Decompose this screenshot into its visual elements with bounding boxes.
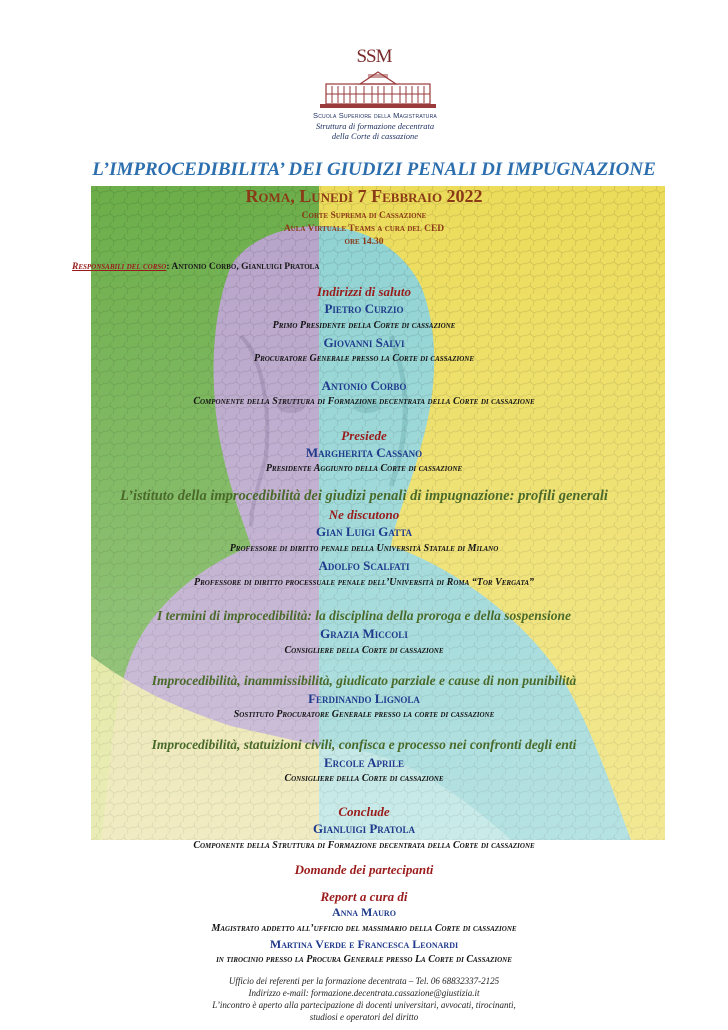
speaker-role: Consigliere della Corte di cassazione (284, 773, 444, 784)
footer-audience-line-2: studiosi e operatori del diritto (309, 1012, 419, 1022)
course-managers-names: : Antonio Corbo, Gianluigi Pratola (166, 262, 320, 272)
event-date: Roma, Lunedì 7 Febbraio 2022 (245, 186, 483, 206)
venue-line-1: Corte Suprema di Cassazione (301, 211, 427, 221)
speaker-name: Pietro Curzio (324, 301, 404, 316)
report-author-1-role: Magistrato addetto all’ufficio del massimario della Corte di cassazione (211, 923, 517, 934)
speaker-name: Giovanni Salvi (323, 335, 405, 350)
session-topic: Improcedibilità, inammissibilità, giudicato parziale e cause di non punibilità (151, 673, 577, 688)
chair-heading: Presiede (341, 428, 387, 443)
logo-acronym: SSM (356, 46, 392, 67)
report-author-2: Martina Verde e Francesca Leonardi (269, 937, 459, 951)
footer-contact-email: Indirizzo e-mail: formazione.decentrata.cassazione@giustizia.it (248, 988, 480, 998)
course-managers-label: Responsabili del corso (72, 262, 167, 272)
speaker-role: Sostituto Procuratore Generale presso la corte di cassazione (233, 709, 495, 720)
speaker-role: Primo Presidente della Corte di cassazione (272, 320, 456, 331)
speaker-role: Componente della Struttura di Formazione decentrata della Corte di cassazione (193, 396, 535, 407)
speaker-role: Professore di diritto processuale penale dell’Università di Roma “Tor Vergata” (194, 577, 534, 588)
chair-role: Presidente Aggiunto della Corte di cassazione (265, 463, 463, 474)
discussants-heading: Ne discutono (328, 507, 400, 522)
venue-line-2: Aula Virtuale Teams a cura del CED (283, 224, 445, 234)
speaker-name: Adolfo Scalfati (318, 558, 410, 573)
event-time: ore 14.30 (344, 237, 384, 247)
speaker-role: Professore di diritto penale della Università Statale di Milano (229, 543, 499, 554)
course-managers (72, 262, 319, 272)
speaker-name: Gian Luigi Gatta (315, 524, 413, 539)
speaker-role: Consigliere della Corte di cassazione (284, 645, 444, 656)
chair-name: Margherita Cassano (305, 445, 423, 460)
closing-speaker-name: Gianluigi Pratola (313, 821, 415, 836)
logo-line-1: Struttura di formazione decentrata (315, 121, 435, 131)
footer-contact-phone: Ufficio dei referenti per la formazione decentrata – Tel. 06 68832337-2125 (228, 976, 500, 986)
report-author-2-role: in tirocinio presso la Procura Generale presso La Corte di Cassazione (216, 954, 512, 965)
report-heading: Report a cura di (320, 889, 408, 904)
building-logo-icon (318, 68, 438, 110)
report-author-1: Anna Mauro (332, 905, 396, 919)
speaker-name: Grazia Miccoli (320, 626, 408, 641)
session-topic: Improcedibilità, statuizioni civili, confisca e processo nei confronti degli enti (151, 737, 577, 752)
speaker-name: Antonio Corbo (321, 378, 407, 393)
closing-speaker-role: Componente della Struttura di Formazione decentrata della Corte di cassazione (193, 840, 535, 851)
page-title: L’IMPROCEDIBILITA’ DEI GIUDIZI PENALI DI IMPUGNAZIONE (92, 159, 656, 180)
logo-line-2: della Corte di cassazione (331, 131, 419, 141)
session-topic: L’istituto della improcedibilità dei giudizi penali di impugnazione: profili generali (120, 488, 608, 504)
speaker-name: Ercole Aprile (323, 755, 405, 770)
speaker-role: Procuratore Generale presso la Corte di cassazione (253, 353, 475, 364)
speaker-name: Ferdinando Lignola (308, 691, 420, 706)
logo-school-name: Scuola Superiore della Magistratura (313, 111, 437, 120)
session-topic: I termini di improcedibilità: la disciplina della proroga e della sospensione (156, 608, 571, 623)
closing-heading: Conclude (338, 804, 390, 819)
questions-heading: Domande dei partecipanti (294, 862, 434, 877)
greetings-heading: Indirizzi di saluto (317, 284, 411, 299)
footer-audience-line-1: L’incontro è aperto alla partecipazione di docenti universitari, avvocati, tirocinanti, (212, 1000, 516, 1010)
